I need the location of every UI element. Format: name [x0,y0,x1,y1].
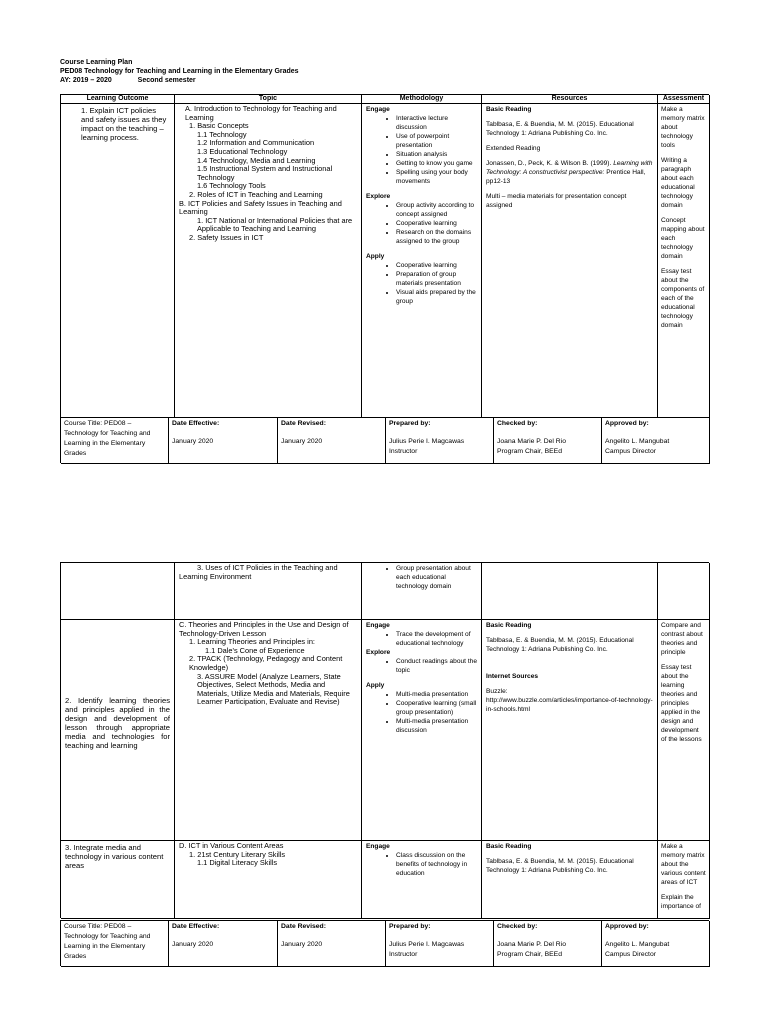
approval-footer-page2 [60,920,709,966]
resources-cell [482,841,658,919]
checked-by-role: Program Chair, BEEd [497,951,562,958]
assessment-item: Essay test about the learning theories and principles applied in the design and development of the lessons [661,664,702,743]
resources-cell [482,620,658,841]
assessment-item: Explain the importance of [661,894,701,910]
list-item: • Multi-media presentation [396,690,477,699]
list-item: • Cooperative learning [396,261,477,270]
outcome-cell [61,104,175,418]
list-item: • Getting to know you game [396,159,477,168]
course-code-title: PED08 Technology for Teaching and Learning in the Elementary Grades [60,68,299,75]
date-revised-label: Date Revised: [281,923,326,930]
resources-cell [482,104,658,418]
assessment-cell [658,841,710,919]
engage-list [366,630,477,648]
topic-line: 1.5 Instructional System and Instructional Technology [197,164,333,182]
basic-reading-label: Basic Reading [486,622,532,629]
apply-list [366,690,477,735]
multimedia-materials: Multi – media materials for presentation concept assigned [486,193,627,209]
date-effective-value: January 2020 [172,941,214,948]
date-effective-label: Date Effective: [172,923,220,930]
topic-line: 1. Learning Theories and Principles in: [189,637,315,647]
apply-label: Apply [366,253,385,260]
topic-line: 1.6 Technology Tools [197,181,266,191]
assessment-item: Make a memory matrix about technology tools [661,106,705,149]
approved-by-name: Angelito L. Mangubat [605,438,670,445]
col-header-outcome: Learning Outcome [61,95,175,104]
checked-by-name: Joana Marie P. Del Rio [497,941,567,948]
list-item: • Cooperative learning (small group presentation) [396,699,477,717]
apply-label: Apply [366,682,385,689]
engage-label: Engage [366,106,390,113]
list-item: • Group activity according to concept assigned [396,201,477,219]
list-item: • Research on the domains assigned to the group [396,228,477,246]
approved-by-label: Approved by: [605,923,649,930]
list-item: • Situation analysis [396,150,477,159]
list-item: • Trace the development of educational technology [396,630,477,648]
reference: Tablbasa, E. & Buendia, M. M. (2015). Educational Technology 1: Adriana Publishing Co. Inc. [486,637,634,653]
assessment-cell [658,104,710,418]
footer-course-title: Course Title: PED08 – Technology for Teaching and Learning in the Elementary Grades [61,418,169,464]
topic-line: C. Theories and Principles in the Use and Design of Technology-Driven Lesson [179,620,349,638]
outcome-cell [61,563,175,620]
date-revised-label: Date Revised: [281,420,326,427]
methodology-cell [362,620,482,841]
prepared-by-label: Prepared by: [389,420,431,427]
footer-checked-by [494,418,602,464]
topic-line: 2. TPACK (Technology, Pedagogy and Content Knowledge) [189,654,343,672]
list-item: • Interactive lecture discussion [396,114,477,132]
topic-line: 1.1 Technology [197,129,247,139]
footer-course-title: Course Title: PED08 – Technology for Teaching and Learning in the Elementary Grades [61,921,169,967]
date-effective-label: Date Effective: [172,420,220,427]
outcome-cell [61,841,175,919]
prepared-by-label: Prepared by: [389,923,431,930]
footer-date-effective [169,921,278,967]
apply-list [366,261,477,306]
checked-by-name: Joana Marie P. Del Rio [497,438,567,445]
methodology-cell [362,104,482,418]
basic-reading-label: Basic Reading [486,843,532,850]
engage-list [366,851,477,878]
approved-by-role: Campus Director [605,448,656,455]
list-item: • Visual aids prepared by the group [396,288,477,306]
topic-line: B. ICT Policies and Safety Issues in Teaching and Learning [179,198,342,217]
footer-checked-by [494,921,602,967]
reference-url[interactable]: http://www.buzzle.com/articles/importance-of-technology-in-schools.html [486,697,653,713]
footer-prepared-by [386,418,494,464]
reference: Tablbasa, E. & Buendia, M. M. (2015). Educational Technology 1: Adriana Publishing Co. Inc. [486,858,634,874]
col-header-topic: Topic [175,95,362,104]
footer-date-effective [169,418,278,464]
list-item: • Cooperative learning [396,219,477,228]
outcome-text: 1. Explain ICT policies and safety issues as they impact on the teaching –learning process. [81,106,167,142]
prepared-by-role: Instructor [389,951,418,958]
assessment-item: Concept mapping about each technology domain [661,217,705,260]
learning-plan-table-page1 [60,94,709,417]
topic-line: 1.1 Dale's Cone of Experience [205,645,305,655]
footer-approved-by [602,418,710,464]
col-header-assessment: Assessment [658,95,710,104]
prepared-by-name: Julius Perie I. Magcawas [389,438,465,445]
checked-by-label: Checked by: [497,923,538,930]
topic-line: 2. Safety Issues in ICT [189,232,264,242]
list-item: • Group presentation about each educational technology domain [396,564,477,591]
list-item: • Use of powerpoint presentation [396,132,477,150]
topic-cell [175,620,362,841]
list-item: • Conduct readings about the topic [396,657,477,675]
checked-by-role: Program Chair, BEEd [497,448,562,455]
date-effective-value: January 2020 [172,438,214,445]
method-list [366,564,477,591]
approved-by-role: Campus Director [605,951,656,958]
approval-footer-page1 [60,417,709,463]
assessment-cell [658,563,710,620]
topic-line: 1.1 Digital Literacy Skills [197,858,278,868]
topic-line: 3. Uses of ICT Policies in the Teaching and Learning Environment [179,563,338,581]
reference-authors: Jonassen, D., Peck, K. & Wilson B. (1999). [486,160,612,167]
list-item: • Class discussion on the benefits of technology in education [396,851,477,878]
reference-publisher: Prentice Hall, pp12-13 [486,169,646,185]
methodology-cell [362,841,482,919]
topic-line: 3. ASSURE Model (Analyze Learners, State Objectives, Select Methods, Media and Materials, Utilize Media and Materials, Require Learner Participation, Evaluate and Revise) [197,671,350,707]
basic-reading-label: Basic Reading [486,106,532,113]
explore-list [366,201,477,246]
col-header-resources: Resources [482,95,658,104]
methodology-cell [362,563,482,620]
date-revised-value: January 2020 [281,941,323,948]
prepared-by-name: Julius Perie I. Magcawas [389,941,465,948]
prepared-by-role: Instructor [389,448,418,455]
topic-line: D. ICT in Various Content Areas [179,841,284,850]
outcome-text: 2. Identify learning theories and principles applied in the design and development of lesson through appropriate media and technologies for teaching and learning [65,696,170,750]
topic-cell [175,563,362,620]
engage-list [366,114,477,186]
assessment-item: Make a memory matrix about the various content areas of ICT [661,843,706,886]
footer-date-revised [278,418,386,464]
list-item: • Spelling using your body movements [396,168,477,186]
footer-prepared-by [386,921,494,967]
resources-cell [482,563,658,620]
topic-cell [175,841,362,919]
topic-line: 1.3 Educational Technology [197,146,288,156]
date-revised-value: January 2020 [281,438,323,445]
outcome-text: 3. Integrate media and technology in various content areas [65,843,164,870]
academic-year [60,76,196,85]
topic-line: 2. Roles of ICT in Teaching and Learning [189,189,323,199]
engage-label: Engage [366,843,390,850]
explore-list [366,657,477,675]
topic-line: 1.4 Technology, Media and Learning [197,155,316,165]
assessment-item: Essay test about the components of each of the educational technology domain [661,268,705,329]
explore-label: Explore [366,193,391,200]
assessment-cell [658,620,710,841]
reference: Tablbasa, E. & Buendia, M. M. (2015). Educational Technology 1: Adriana Publishing Co. Inc. [486,121,634,137]
col-header-methodology: Methodology [362,95,482,104]
reference-book-title: Learning with Technology: A constructivist perspective: [486,160,653,176]
topic-line: 1. Basic Concepts [189,121,249,131]
footer-date-revised [278,921,386,967]
buzzle-label: Buzzle: [486,688,508,695]
outcome-cell [61,620,175,841]
topic-line: 1. ICT National or International Policies that are Applicable to Teaching and Learning [197,215,353,234]
engage-label: Engage [366,622,390,629]
list-item: • Multi-media presentation discussion [396,717,477,735]
document-title: Course Learning Plan [60,59,133,66]
academic-year-label: AY: 2019 – 2020 [60,77,112,84]
explore-label: Explore [366,649,391,656]
assessment-item: Writing a paragraph about each educational technology domain [661,157,695,209]
topic-cell [175,104,362,418]
topic-line: A. Introduction to Technology for Teaching and Learning [185,104,337,122]
reference [486,159,653,186]
footer-approved-by [602,921,710,967]
extended-reading-label: Extended Reading [486,145,541,152]
checked-by-label: Checked by: [497,420,538,427]
list-item: • Preparation of group materials presentation [396,270,477,288]
learning-plan-table-page2 [60,562,709,918]
approved-by-label: Approved by: [605,420,649,427]
approved-by-name: Angelito L. Mangubat [605,941,670,948]
semester-label: Second semester [137,77,196,84]
topic-line: 1.2 Information and Communication [197,138,315,148]
topic-line: 1. 21st Century Literary Skills [189,849,286,859]
internet-sources-label: Internet Sources [486,673,539,680]
assessment-item: Compare and contrast about theories and principle [661,622,703,656]
